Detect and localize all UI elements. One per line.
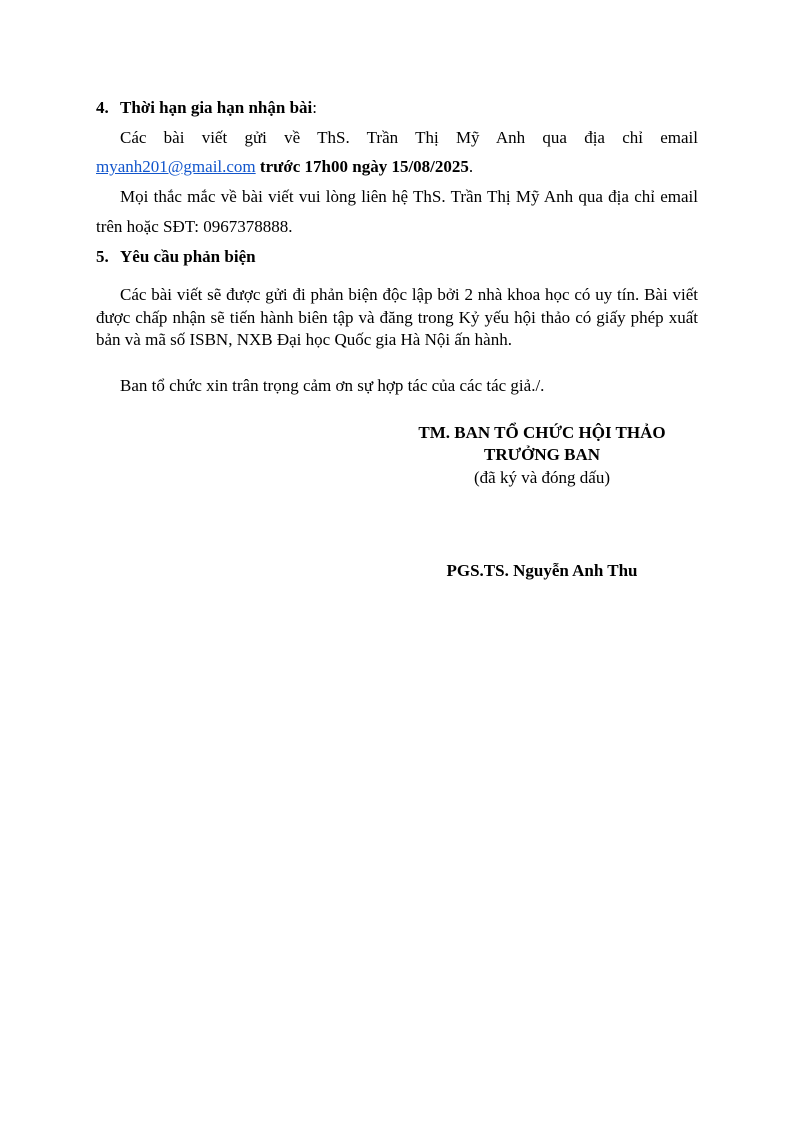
section-4-title: Thời hạn gia hạn nhận bài	[120, 98, 313, 117]
signature-role: TRƯỞNG BAN	[483, 445, 600, 464]
deadline-text: trước 17h00 ngày 15/08/2025	[259, 157, 469, 176]
section-4-number: 4.	[96, 98, 109, 117]
section-4-para2-line1: Mọi thắc mắc về bài viết vui lòng liên hệ ThS. Trần Thị Mỹ Anh qua địa chỉ email	[120, 187, 698, 206]
email-link[interactable]: myanh201@gmail.com	[96, 157, 256, 176]
signature-org: TM. BAN TỔ CHỨC HỘI THẢO	[418, 423, 666, 442]
section-5-para-line2: được chấp nhận sẽ tiến hành biên tập và đăng trong Kỷ yếu hội thảo có giấy phép xuất	[96, 308, 698, 327]
section-5-number: 5.	[96, 247, 109, 266]
section-5-para-line1: Các bài viết sẽ được gửi đi phản biện độc lập bởi 2 nhà khoa học có uy tín. Bài viết	[120, 285, 698, 304]
section-5-heading	[96, 248, 256, 265]
section-4-para2-line2: trên hoặc SĐT: 0967378888.	[96, 217, 293, 236]
section-4-heading	[96, 99, 317, 116]
deadline-period: .	[468, 157, 474, 176]
section-5-title: Yêu cầu phản biện	[120, 247, 256, 266]
closing-thanks: Ban tổ chức xin trân trọng cảm ơn sự hợp tác của các tác giả./.	[120, 376, 545, 395]
signature-name: PGS.TS. Nguyễn Anh Thu	[446, 561, 638, 580]
section-4-colon: :	[312, 98, 317, 117]
section-5-para-line3: bản và mã số ISBN, NXB Đại học Quốc gia Hà Nội ấn hành.	[96, 330, 512, 349]
signature-note: (đã ký và đóng dấu)	[474, 468, 610, 487]
section-4-para1-line1: Các bài viết gửi về ThS. Trần Thị Mỹ Anh qua địa chỉ email	[120, 128, 698, 147]
section-4-para1-line2	[96, 158, 473, 175]
